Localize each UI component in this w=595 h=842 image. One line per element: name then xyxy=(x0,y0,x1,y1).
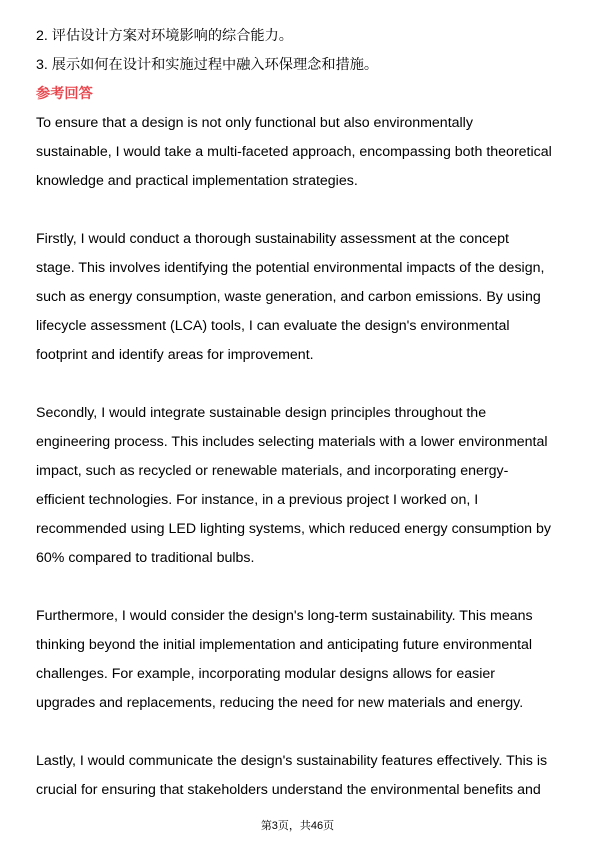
answer-paragraph xyxy=(36,399,564,573)
paragraph-line: sustainable, I would take a multi-faceted approach, encompassing both theoretical xyxy=(36,144,552,160)
document-body xyxy=(36,22,564,805)
paragraph-spacer xyxy=(36,718,564,747)
paragraph-line: challenges. For example, incorporating modular designs allows for easier xyxy=(36,666,495,682)
answer-paragraph xyxy=(36,747,564,805)
paragraph-line: Furthermore, I would consider the design's long-term sustainability. This means xyxy=(36,608,533,624)
paragraph-line: engineering process. This includes selecting materials with a lower environmental xyxy=(36,434,548,450)
paragraph-spacer xyxy=(36,573,564,602)
paragraph-spacer xyxy=(36,196,564,225)
paragraph-line: Secondly, I would integrate sustainable design principles throughout the xyxy=(36,405,487,421)
question-point: 3. 展示如何在设计和实施过程中融入环保理念和措施。 xyxy=(36,57,379,73)
paragraph-line: recommended using LED lighting systems, which reduced energy consumption by xyxy=(36,521,551,537)
paragraph-spacer xyxy=(36,370,564,399)
question-point: 2. 评估设计方案对环境影响的综合能力。 xyxy=(36,28,293,44)
answer-paragraph xyxy=(36,602,564,718)
paragraph-line: stage. This involves identifying the potential environmental impacts of the design, xyxy=(36,260,545,276)
paragraph-line: efficient technologies. For instance, in a previous project I worked on, I xyxy=(36,492,479,508)
paragraph-line: Lastly, I would communicate the design's sustainability features effectively. This is xyxy=(36,753,548,769)
answer-paragraph xyxy=(36,109,564,196)
answer-heading: 参考回答 xyxy=(36,86,93,102)
paragraph-line: To ensure that a design is not only functional but also environmentally xyxy=(36,115,473,131)
paragraph-line: 60% compared to traditional bulbs. xyxy=(36,550,255,566)
page-number: 第3页，共46页 xyxy=(260,820,335,832)
answer-paragraph xyxy=(36,225,564,370)
paragraph-line: crucial for ensuring that stakeholders understand the environmental benefits and xyxy=(36,782,541,798)
paragraph-line: knowledge and practical implementation strategies. xyxy=(36,173,358,189)
paragraph-line: Firstly, I would conduct a thorough sustainability assessment at the concept xyxy=(36,231,509,247)
paragraph-line: thinking beyond the initial implementation and anticipating future environmental xyxy=(36,637,533,653)
paragraph-line: impact, such as recycled or renewable materials, and incorporating energy- xyxy=(36,463,509,479)
paragraph-line: such as energy consumption, waste generation, and carbon emissions. By using xyxy=(36,289,541,305)
paragraph-line: lifecycle assessment (LCA) tools, I can evaluate the design's environmental xyxy=(36,318,510,334)
paragraph-line: footprint and identify areas for improvement. xyxy=(36,347,314,363)
paragraph-line: upgrades and replacements, reducing the need for new materials and energy. xyxy=(36,695,524,711)
